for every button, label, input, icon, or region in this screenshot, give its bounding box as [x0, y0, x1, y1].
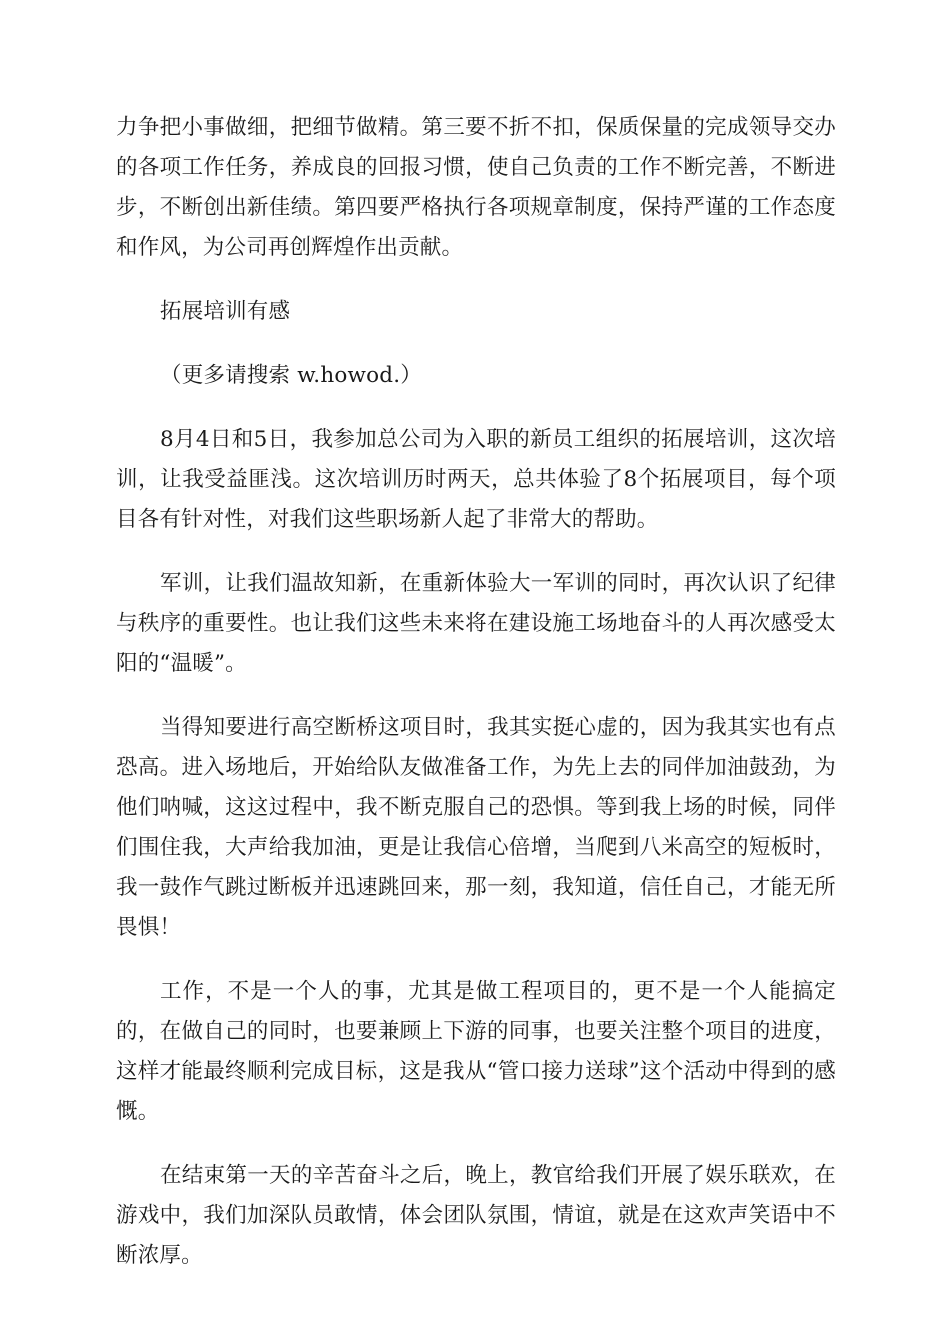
search-note: （更多请搜索 w.howod.） [160, 363, 422, 388]
paragraph-military-training: 军训，让我们温故知新，在重新体验大一军训的同时，再次认识了纪律与秩序的重要性。也让我们这些未来将在建设施工场地奋斗的人再次感受太阳的“温暖”。 [116, 571, 836, 676]
document-body [116, 108, 836, 1276]
paragraph-high-bridge: 当得知要进行高空断桥这项目时，我其实挺心虚的，因为我其实也有点恐高。进入场地后，开始给队友做准备工作，为先上去的同伴加油鼓劲，为他们呐喊，这这过程中，我不断克服自己的恐惧。等到我上场的时候，同伴们围住我，大声给我加油，更是让我信心倍增，当爬到八米高空的短板时，我一鼓作气跳过断板并迅速跳回来，那一刻，我知道，信任自己，才能无所畏惧！ [116, 715, 836, 940]
paragraph-work-requirements: 力争把小事做细，把细节做精。第三要不折不扣，保质保量的完成领导交办的各项工作任务，养成良的回报习惯，使自己负责的工作不断完善，不断进步，不断创出新佳绩。第四要严格执行各项规章制度，保持严谨的工作态度和作风，为公司再创辉煌作出贡献。 [116, 115, 836, 260]
paragraph-teamwork: 工作，不是一个人的事，尤其是做工程项目的，更不是一个人能搞定的，在做自己的同时，也要兼顾上下游的同事，也要关注整个项目的进度，这样才能最终顺利完成目标，这是我从“管口接力送球”这个活动中得到的感慨。 [116, 979, 836, 1124]
paragraph-evening-party: 在结束第一天的辛苦奋斗之后，晚上，教官给我们开展了娱乐联欢，在游戏中，我们加深队员敢情，体会团队氛围，情谊，就是在这欢声笑语中不断浓厚。 [116, 1163, 836, 1268]
paragraph-training-intro: 8月4日和5日，我参加总公司为入职的新员工组织的拓展培训，这次培训，让我受益匪浅。这次培训历时两天，总共体验了8个拓展项目，每个项目各有针对性，对我们这些职场新人起了非常大的帮助。 [116, 427, 836, 532]
section-title: 拓展培训有感 [160, 299, 291, 324]
